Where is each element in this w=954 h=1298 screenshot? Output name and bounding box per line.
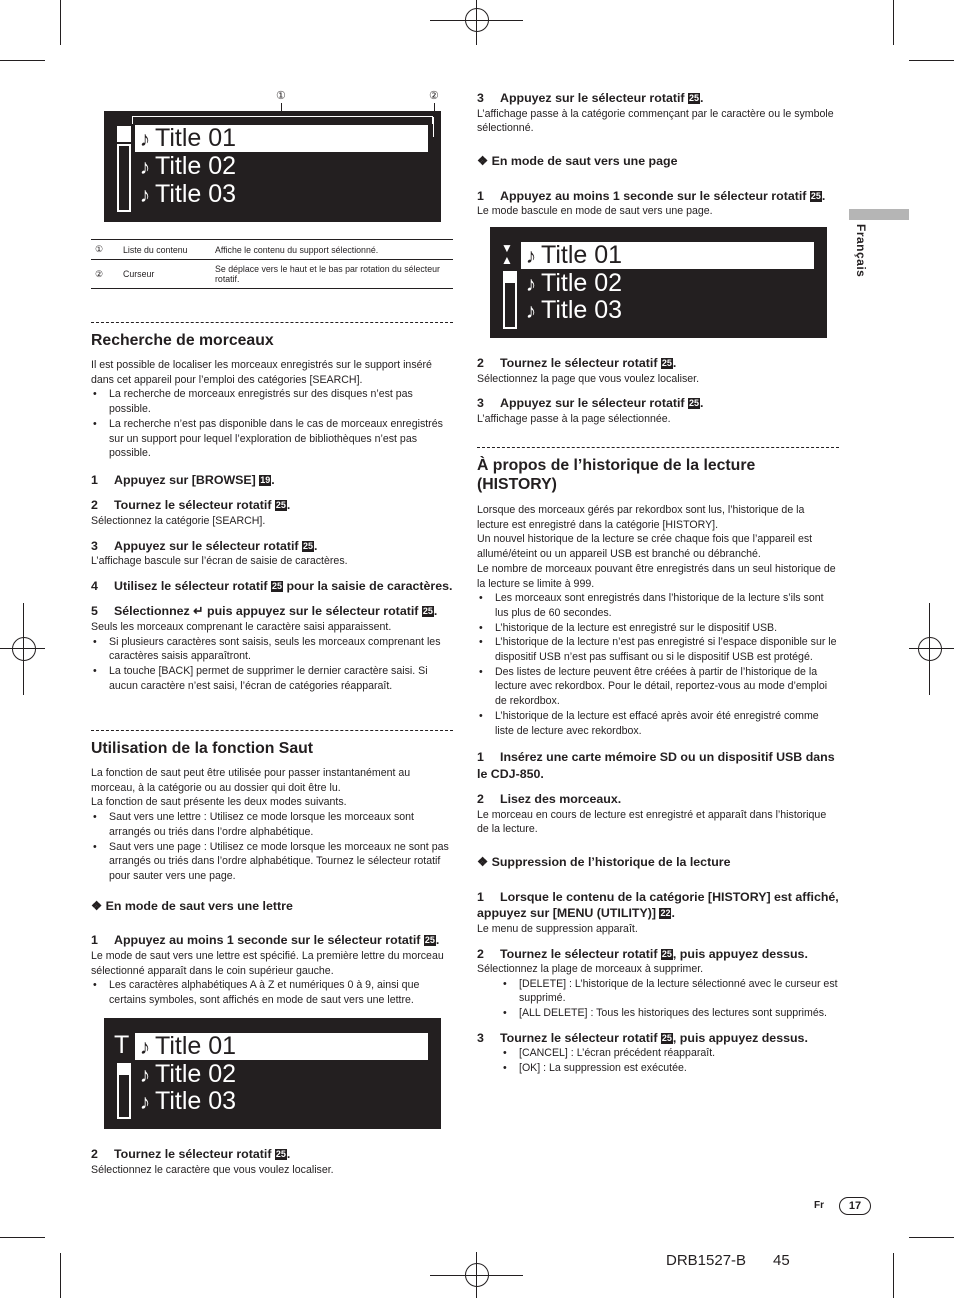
control-number: 25 [661,948,672,959]
control-number: 25 [689,93,700,103]
list-item: • L’historique de la lecture est enregistré sur le dispositif USB. [477,621,839,636]
list-item: • Les caractères alphabétiques A à Z et numériques 0 à 9, ainsi que certains symboles, sont affichés en mode de saut vers une lettre. [91,978,453,1007]
step-text: Appuyez au moins 1 seconde sur le sélecteur rotatif [114,933,421,948]
row-title: Title 03 [155,1087,237,1115]
subsection-title [477,855,839,870]
step-desc: Le menu de suppression apparaît. [477,922,638,935]
bullet-list [91,978,453,1007]
bullet-list [91,387,453,461]
row-title: Title 02 [155,152,237,180]
step-text: Tournez le sélecteur rotatif [114,498,272,513]
step-text: Appuyez au moins 1 seconde sur le sélecteur rotatif [500,188,807,203]
list-item: • Si plusieurs caractères sont saisis, seuls les morceaux comprenant les caractères saisis apparaîtront. [91,635,453,664]
language-tab [849,209,909,220]
registration-mark [23,603,24,695]
control-number: 25 [275,1149,286,1159]
diamond-icon: ❖ [477,855,489,870]
bullet-list [91,810,453,884]
crop-mark [909,60,954,61]
list-row [135,181,236,208]
row-title: Title 02 [541,269,623,297]
music-note-icon: ♪ [525,273,537,296]
legend-row [91,240,453,260]
step-desc: L’affichage passe à la catégorie commençant par le caractère ou le symbole sélectionné. [477,107,834,135]
subsection-title-text: Suppression de l’historique de la lecture [491,855,731,870]
step-desc: Le mode bascule en mode de saut vers une page. [477,205,713,218]
legend-num: ① [91,240,119,260]
step-text: Lorsque le contenu de la catégorie [HISTORY] est affiché, appuyez sur [MENU (UTILITY)] [477,889,839,921]
page-steps [477,355,839,426]
footer-lang: Fr [814,1200,824,1211]
step: 2 Tournez le sélecteur rotatif 25. [91,498,291,513]
paragraph: La fonction de saut peut être utilisée pour passer instantanément au morceau, à la catégorie ou au dossier qui doit être lu. [91,767,411,794]
music-note-icon: ♪ [139,184,151,207]
registration-mark [12,637,36,661]
section-divider [91,322,453,323]
step-text: Sélectionnez ↵ puis appuyez sur le sélecteur rotatif [114,604,419,619]
subsection-title-text: En mode de saut vers une lettre [105,898,293,913]
music-note-icon: ♪ [139,1091,151,1114]
step-desc: L’affichage passe à la page sélectionnée. [477,412,671,425]
step-text: , puis appuyez dessus. [672,1030,808,1045]
music-note-icon: ♪ [139,1036,151,1059]
legend-name: Curseur [119,260,211,289]
step-text: Tournez le sélecteur rotatif [500,1030,658,1045]
step-text: pour la saisie de caractères. [286,578,453,593]
list-item: • Saut vers une lettre : Utilisez ce mode lorsque les morceaux sont arrangés ou triés dans l’ordre alphabétique. [91,810,453,839]
legend-desc: Affiche le contenu du support sélectionné. [211,240,453,260]
step-desc: Sélectionnez la plage de morceaux à supprimer. [477,963,704,976]
step-desc: Sélectionnez la page que vous voulez localiser. [477,372,700,385]
list-item: • Saut vers une page : Utilisez ce mode lorsque les morceaux ne sont pas arrangés ou triés dans l’ordre alphabétique. Tournez le sélecteur rotatif pour sauter vers une page. [91,840,453,884]
scroll-track [503,271,517,329]
scroll-track [117,144,131,212]
registration-mark [430,1275,523,1276]
step-text: Tournez le sélecteur rotatif [500,946,658,961]
step-text: Appuyez sur le sélecteur rotatif [114,538,299,553]
jump-section [91,739,453,1008]
list-row [135,1061,236,1088]
registration-mark [430,20,523,21]
diamond-icon: ❖ [477,153,489,168]
registration-mark [929,603,930,695]
letter-step-3 [477,90,839,219]
list-row [521,242,814,269]
crop-mark [893,1253,894,1298]
bullet-list [477,591,839,738]
page-number: 17 [839,1197,871,1215]
legend-table [91,239,453,289]
list-item: • L’historique de la lecture n’est pas enregistré si l’espace disponible sur le dispositif USB n’est pas suffisant ou si le dispositif USB est protégé. [477,635,839,664]
step: 1 Appuyez au moins 1 seconde sur le sélecteur rotatif 25. [477,188,826,203]
paragraph: Il est possible de localiser les morceaux enregistrés sur le support inséré dans cet appareil pour l’emploi des catégories [SEARCH]. [91,359,432,386]
control-number: 25 [275,500,286,511]
history-section [477,456,839,1076]
callout-2: ② [429,90,439,102]
callout-bracket-inner [132,116,433,124]
step: 3 Tournez le sélecteur rotatif 25, puis appuyez dessus. [477,1030,808,1045]
section-title [477,456,839,494]
control-number: 19 [260,474,271,485]
control-number: 25 [422,606,433,617]
step: 5 Sélectionnez ↵ puis appuyez sur le sélecteur rotatif 25. [91,604,438,619]
step: 3 Appuyez sur le sélecteur rotatif 25. [91,538,318,553]
step: 4 Utilisez le sélecteur rotatif 25 pour la saisie de caractères. [91,578,453,593]
step-desc: Sélectionnez la catégorie [SEARCH]. [91,514,266,527]
list-item: • [DELETE] : L’historique de la lecture sélectionné avec le curseur est supprimé. [477,977,839,1006]
section-divider [91,730,453,731]
row-title: Title 01 [155,124,237,152]
step-text: Insérez une carte mémoire SD ou un dispositif USB dans le CDJ-850. [477,750,835,781]
diamond-icon: ❖ [91,898,103,913]
row-title: Title 01 [155,1032,237,1060]
control-number: 25 [810,190,821,201]
row-title: Title 02 [155,1060,237,1088]
search-section [91,331,453,693]
list-item: • La recherche de morceaux enregistrés sur des disques n’est pas possible. [91,387,453,416]
step-text: Utilisez le sélecteur rotatif [114,578,268,593]
step-text: Tournez le sélecteur rotatif [500,356,658,370]
bullet-list [477,977,839,1021]
step: 2 Lisez des morceaux. [477,792,622,807]
subsection-title [91,899,453,914]
control-number: 22 [660,908,671,919]
list-item: • La touche [BACK] permet de supprimer le dernier caractère saisi. Si aucun caractère n’est saisi, l’écran de catégories réapparaît. [91,664,453,693]
list-item: • L’historique de la lecture est effacé après avoir été enregistré comme liste de lecture avec rekordbox. [477,709,839,738]
paragraph: La fonction de saut présente les deux modes suivants. [91,796,347,809]
step: 1 Appuyez sur [BROWSE] 19. [91,472,275,487]
list-row [521,297,622,324]
letter-step-2 [91,1146,453,1177]
control-number: 25 [424,935,435,946]
jump-letter: T [114,1031,130,1059]
crop-mark [60,1253,61,1298]
display-content-list [104,111,441,222]
paragraph: Un nouvel historique de la lecture se crée chaque fois que l’appareil est allumé/éteint ou un appareil USB est branché ou débranché. [477,533,813,561]
bullet-list [477,1046,839,1075]
step-text: Lisez des morceaux. [500,792,622,807]
step: 3 Appuyez sur le sélecteur rotatif 25. [477,91,704,105]
music-note-icon: ♪ [139,1064,151,1087]
music-note-icon: ♪ [525,300,537,323]
music-note-icon: ♪ [525,245,537,268]
row-title: Title 01 [541,241,623,269]
section-title-line: À propos de l’historique de la lecture [477,457,756,474]
crop-mark [909,1237,954,1238]
paragraph: Lorsque des morceaux gérés par rekordbox sont lus, l’historique de la lecture est enregistré dans la catégorie [HISTORY]. [477,504,805,531]
control-number: 25 [661,1032,672,1043]
step-desc: Seuls les morceaux comprenant le caractère saisi apparaissent. [91,620,392,633]
list-item: • [OK] : La suppression est exécutée. [477,1061,839,1076]
step-text: Appuyez sur [BROWSE] [114,472,256,487]
print-page-number: 45 [773,1252,790,1269]
row-title: Title 03 [541,296,623,324]
control-number: 25 [689,398,700,409]
subsection-title [477,154,839,169]
list-item: • [CANCEL] : L’écran précédent réapparaît. [477,1046,839,1061]
legend-num: ② [91,260,119,289]
list-item: • Les morceaux sont enregistrés dans l’historique de la lecture s’ils sont lus plus de 60 secondes. [477,591,839,620]
registration-mark [909,648,954,649]
document-code: DRB1527-B [666,1252,747,1269]
bullet-list [91,635,453,694]
step-desc: L’affichage bascule sur l’écran de saisie de caractères. [91,555,348,568]
section-title: Utilisation de la fonction Saut [91,740,314,757]
section-title: Recherche de morceaux [91,332,274,349]
crop-mark [893,0,894,45]
legend-row [91,260,453,289]
step-desc: Sélectionnez le caractère que vous voulez localiser. [91,1163,334,1176]
step-desc: Le morceau en cours de lecture est enregistré et apparaît dans l’historique de la lecture. [477,808,827,836]
list-row [135,125,428,152]
page-arrows-icon: ▼ ▲ [501,241,513,267]
display-page-jump [490,227,827,338]
legend-desc: Se déplace vers le haut et le bas par rotation du sélecteur rotatif. [211,260,453,289]
crop-mark [0,60,45,61]
step-desc: Le mode de saut vers une lettre est spécifié. La première lettre du morceau sélectionné apparaît dans le coin supérieur gauche. [91,949,444,977]
list-row [135,1033,428,1060]
list-row [135,1088,236,1115]
control-number: 25 [303,540,314,551]
row-title: Title 03 [155,180,237,208]
control-number: 25 [661,358,672,368]
list-row [135,153,236,180]
step: 1 Appuyez au moins 1 seconde sur le sélecteur rotatif 25. [91,933,440,948]
music-note-icon: ♪ [139,156,151,179]
callout-line-inner [433,117,434,137]
step: 3 Appuyez sur le sélecteur rotatif 25. [477,396,704,411]
paragraph: Le nombre de morceaux pouvant être enregistrés dans un seul historique de la lecture se limite à 999. [477,562,836,590]
step-text: , puis appuyez dessus. [672,946,808,961]
crop-mark [0,1237,45,1238]
display-letter-jump [104,1018,441,1129]
scroll-thumb [117,126,131,142]
step: 2 Tournez le sélecteur rotatif 25. [91,1147,291,1161]
step: 1 Lorsque le contenu de la catégorie [HISTORY] est affiché, appuyez sur [MENU (UTILITY)] 22. [477,889,839,921]
step: 1 Insérez une carte mémoire SD ou un dispositif USB dans le CDJ-850. [477,750,835,781]
language-label: Français [854,224,868,278]
crop-mark [60,0,61,45]
step-text: Appuyez sur le sélecteur rotatif [500,91,685,105]
list-item: • Des listes de lecture peuvent être créées à partir de l’historique de la lecture avec rekordbox. Pour le détail, reportez-vous au mode d’emploi de rekordbox. [477,665,839,709]
registration-mark [476,0,477,45]
control-number: 25 [272,580,283,591]
step: 2 Tournez le sélecteur rotatif 25. [477,356,677,370]
step: 2 Tournez le sélecteur rotatif 25, puis appuyez dessus. [477,946,808,961]
step-text: Appuyez sur le sélecteur rotatif [500,396,685,411]
scroll-thumb [117,1063,131,1075]
legend-name: Liste du contenu [119,240,211,260]
list-item: • La recherche n’est pas disponible dans le cas de morceaux enregistrés sur un support pour lequel l’exploration de bibliothèques n’est pas possible. [91,417,453,461]
section-title-line: (HISTORY) [477,476,557,493]
callout-1: ① [276,90,286,102]
subsection-title-text: En mode de saut vers une page [491,153,678,168]
music-note-icon: ♪ [139,128,151,151]
section-divider [477,447,839,448]
list-item: • [ALL DELETE] : Tous les historiques des lectures sont supprimés. [477,1006,839,1021]
list-row [521,270,622,297]
step-text: Tournez le sélecteur rotatif [114,1147,272,1161]
registration-mark [918,637,942,661]
